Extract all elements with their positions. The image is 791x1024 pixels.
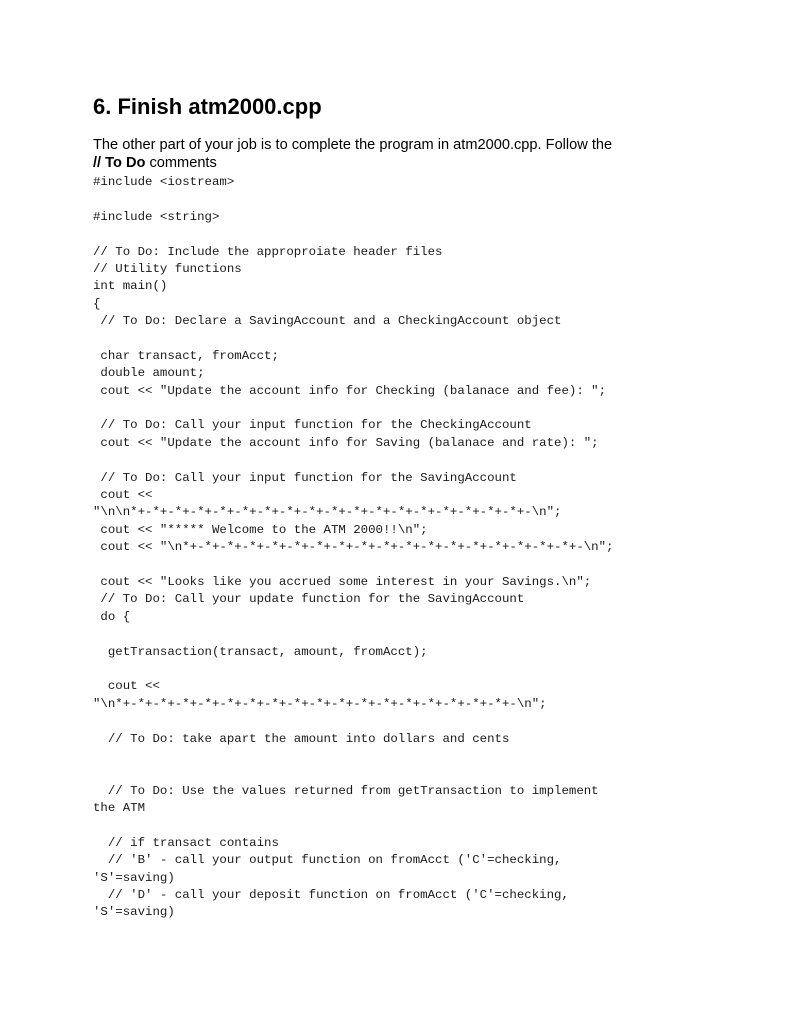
code-line (93, 765, 733, 782)
code-line: 'S'=saving) (93, 870, 175, 885)
code-line: double amount; (93, 366, 205, 381)
code-line (93, 557, 733, 574)
code-line: cout << "\n*+-*+-*+-*+-*+-*+-*+-*+-*+-*+-*+-*+-*+-*+-*+-*+-*+-*+-\n"; (93, 540, 614, 555)
code-line: // To Do: Call your update function for the SavingAccount (93, 592, 525, 607)
code-line: // To Do: Call your input function for the CheckingAccount (93, 418, 532, 433)
code-line: cout << "Update the account info for Saving (balanace and rate): "; (93, 435, 599, 450)
code-line: "\n\n*+-*+-*+-*+-*+-*+-*+-*+-*+-*+-*+-*+-*+-*+-*+-*+-*+-*+-\n"; (93, 505, 562, 520)
todo-marker: // To Do (93, 155, 146, 171)
code-line (93, 331, 733, 348)
code-line: cout << "Update the account info for Checking (balanace and fee): "; (93, 383, 607, 398)
code-line: 'S'=saving) (93, 905, 175, 920)
code-line: #include <string> (93, 209, 220, 224)
todo-suffix: comments (145, 155, 217, 171)
code-line: int main() (93, 279, 168, 294)
code-line: // To Do: Use the values returned from getTransaction to implement (93, 783, 599, 798)
code-line (93, 400, 733, 417)
code-line: // 'D' - call your deposit function on fromAcct ('C'=checking, (93, 888, 569, 903)
code-line: the ATM (93, 801, 146, 816)
code-line (93, 748, 733, 765)
code-line (93, 626, 733, 643)
code-line: // 'B' - call your output function on fromAcct ('C'=checking, (93, 853, 562, 868)
code-line (93, 191, 733, 208)
code-line: "\n*+-*+-*+-*+-*+-*+-*+-*+-*+-*+-*+-*+-*+-*+-*+-*+-*+-*+-\n"; (93, 696, 547, 711)
section-heading: 6. Finish atm2000.cpp (93, 94, 322, 119)
code-line (93, 452, 733, 469)
code-line: // To Do: take apart the amount into dollars and cents (93, 731, 510, 746)
code-line: { (93, 296, 101, 311)
code-line: // if transact contains (93, 835, 279, 850)
intro-line: The other part of your job is to complete the program in atm2000.cpp. Follow the (93, 137, 613, 153)
code-line: // To Do: Call your input function for the SavingAccount (93, 470, 517, 485)
code-line (93, 661, 733, 678)
code-line: // Utility functions (93, 261, 242, 276)
code-listing (93, 174, 733, 922)
code-line: char transact, fromAcct; (93, 348, 279, 363)
code-line: cout << (93, 488, 153, 503)
intro-paragraph (93, 136, 733, 172)
code-line: // To Do: Include the approproiate header files (93, 244, 443, 259)
code-line: do { (93, 609, 131, 624)
intro-todo-line (93, 154, 733, 172)
code-line: // To Do: Declare a SavingAccount and a CheckingAccount object (93, 314, 562, 329)
code-line (93, 713, 733, 730)
code-line (93, 226, 733, 243)
code-line (93, 817, 733, 834)
code-line: cout << "***** Welcome to the ATM 2000!!\n"; (93, 522, 428, 537)
code-line: #include <iostream> (93, 175, 235, 189)
code-line: getTransaction(transact, amount, fromAcct); (93, 644, 428, 659)
code-line: cout << "Looks like you accrued some interest in your Savings.\n"; (93, 574, 592, 589)
code-line: cout << (93, 679, 160, 694)
